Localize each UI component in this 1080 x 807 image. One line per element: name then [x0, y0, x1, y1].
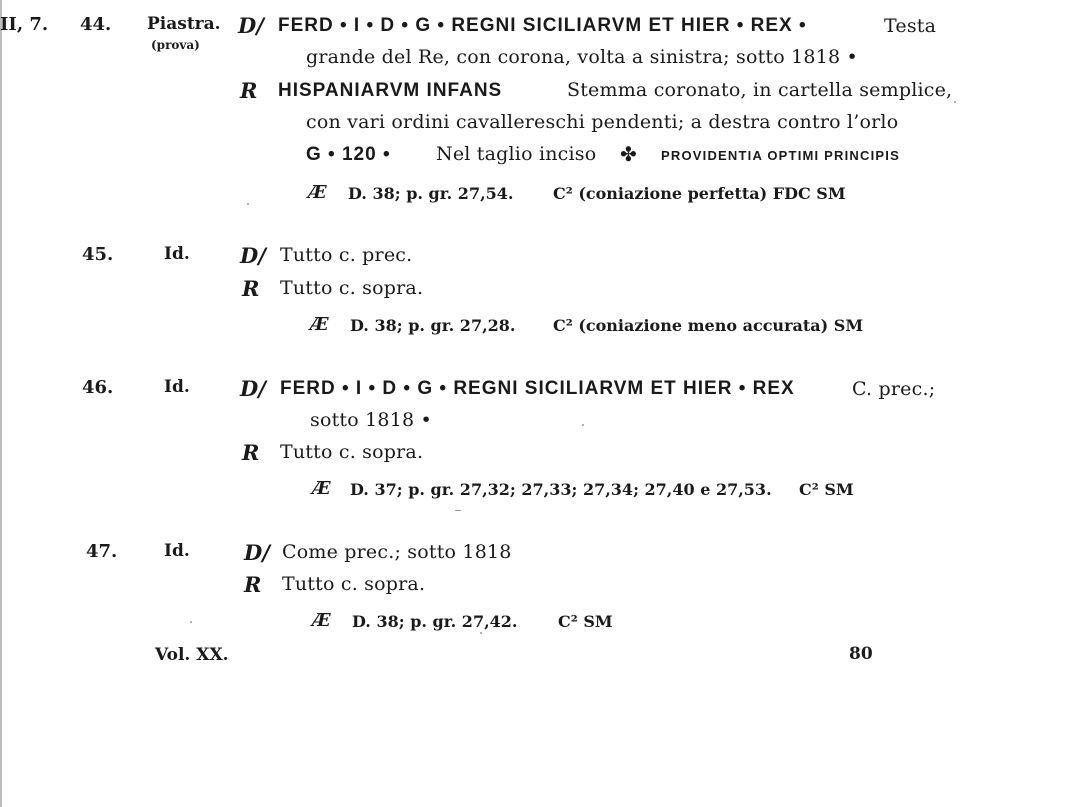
scan-speck	[190, 621, 192, 623]
page-left-edge	[0, 0, 2, 807]
entry-number: 47.	[86, 541, 118, 562]
reverse-description: Stemma coronato, in cartella semplice,	[567, 79, 953, 101]
obverse-description: Testa	[884, 15, 937, 37]
coin-notes: C² (coniazione meno accurata) SM	[553, 316, 864, 335]
scan-speck	[954, 101, 956, 103]
reverse-text: Tutto c. sopra.	[280, 441, 424, 463]
reverse-description-cont: con vari ordini cavallereschi pendenti; a destra contro l’orlo	[306, 111, 899, 133]
volume-label: Vol. XX.	[155, 645, 229, 665]
scan-speck	[247, 203, 249, 205]
coin-notes: C² SM	[558, 612, 613, 631]
denomination: Id.	[164, 541, 190, 561]
coin-data: D. 38; p. gr. 27,54.	[348, 184, 514, 203]
scan-speck	[582, 424, 584, 426]
scan-speck	[480, 632, 482, 634]
metal-symbol: Æ	[312, 610, 331, 631]
entry-number: 46.	[82, 377, 114, 398]
reverse-mintmark: G • 120 •	[306, 144, 391, 165]
reverse-mark: R	[242, 276, 260, 301]
obverse-mark: D/	[240, 243, 266, 268]
coin-notes: C² (coniazione perfetta) FDC SM	[553, 184, 846, 203]
metal-symbol: Æ	[308, 182, 327, 203]
reverse-mark: R	[244, 572, 262, 597]
obverse-legend: FERD • I • D • G • REGNI SICILIARVM ET HIER • REX •	[278, 15, 807, 36]
entry-number: 45.	[82, 244, 114, 265]
edge-description: Nel taglio inciso	[436, 143, 597, 165]
edge-legend: PROVIDENTIA OPTIMI PRINCIPIS	[661, 148, 900, 163]
obverse-text: Tutto c. prec.	[280, 244, 413, 266]
denomination: Id.	[164, 377, 190, 397]
coin-data: D. 38; p. gr. 27,28.	[350, 316, 516, 335]
metal-symbol: Æ	[312, 478, 331, 499]
obverse-description-cont: grande del Re, con corona, volta a sinistra; sotto 1818 •	[306, 46, 858, 68]
obverse-mark: D/	[238, 13, 264, 38]
section-ref: II, 7.	[0, 14, 49, 35]
metal-symbol: Æ	[310, 314, 329, 335]
reverse-mark: R	[242, 440, 260, 465]
coin-notes: C² SM	[799, 480, 854, 499]
obverse-mark: D/	[240, 376, 266, 401]
reverse-legend: HISPANIARVM INFANS	[278, 80, 503, 101]
denomination: Piastra.	[147, 14, 221, 34]
entry-number: 44.	[80, 14, 112, 35]
obverse-description: C. prec.;	[852, 378, 936, 400]
page-number: 80	[849, 644, 873, 664]
denomination: Id.	[164, 244, 190, 264]
obverse-mark: D/	[244, 540, 270, 565]
edge-ornament-icon: ✤	[620, 142, 637, 166]
reverse-text: Tutto c. sopra.	[282, 573, 426, 595]
obverse-legend: FERD • I • D • G • REGNI SICILIARVM ET HIER • REX	[280, 378, 795, 399]
reverse-mark: R	[240, 78, 258, 103]
obverse-text: Come prec.; sotto 1818	[282, 541, 512, 563]
reverse-text: Tutto c. sopra.	[280, 277, 424, 299]
denomination-note: (prova)	[151, 38, 200, 52]
coin-data: D. 38; p. gr. 27,42.	[352, 612, 518, 631]
coin-data: D. 37; p. gr. 27,32; 27,33; 27,34; 27,40 e 27,53.	[350, 480, 772, 499]
obverse-description-cont: sotto 1818 •	[310, 409, 432, 431]
scan-speck	[455, 510, 461, 511]
